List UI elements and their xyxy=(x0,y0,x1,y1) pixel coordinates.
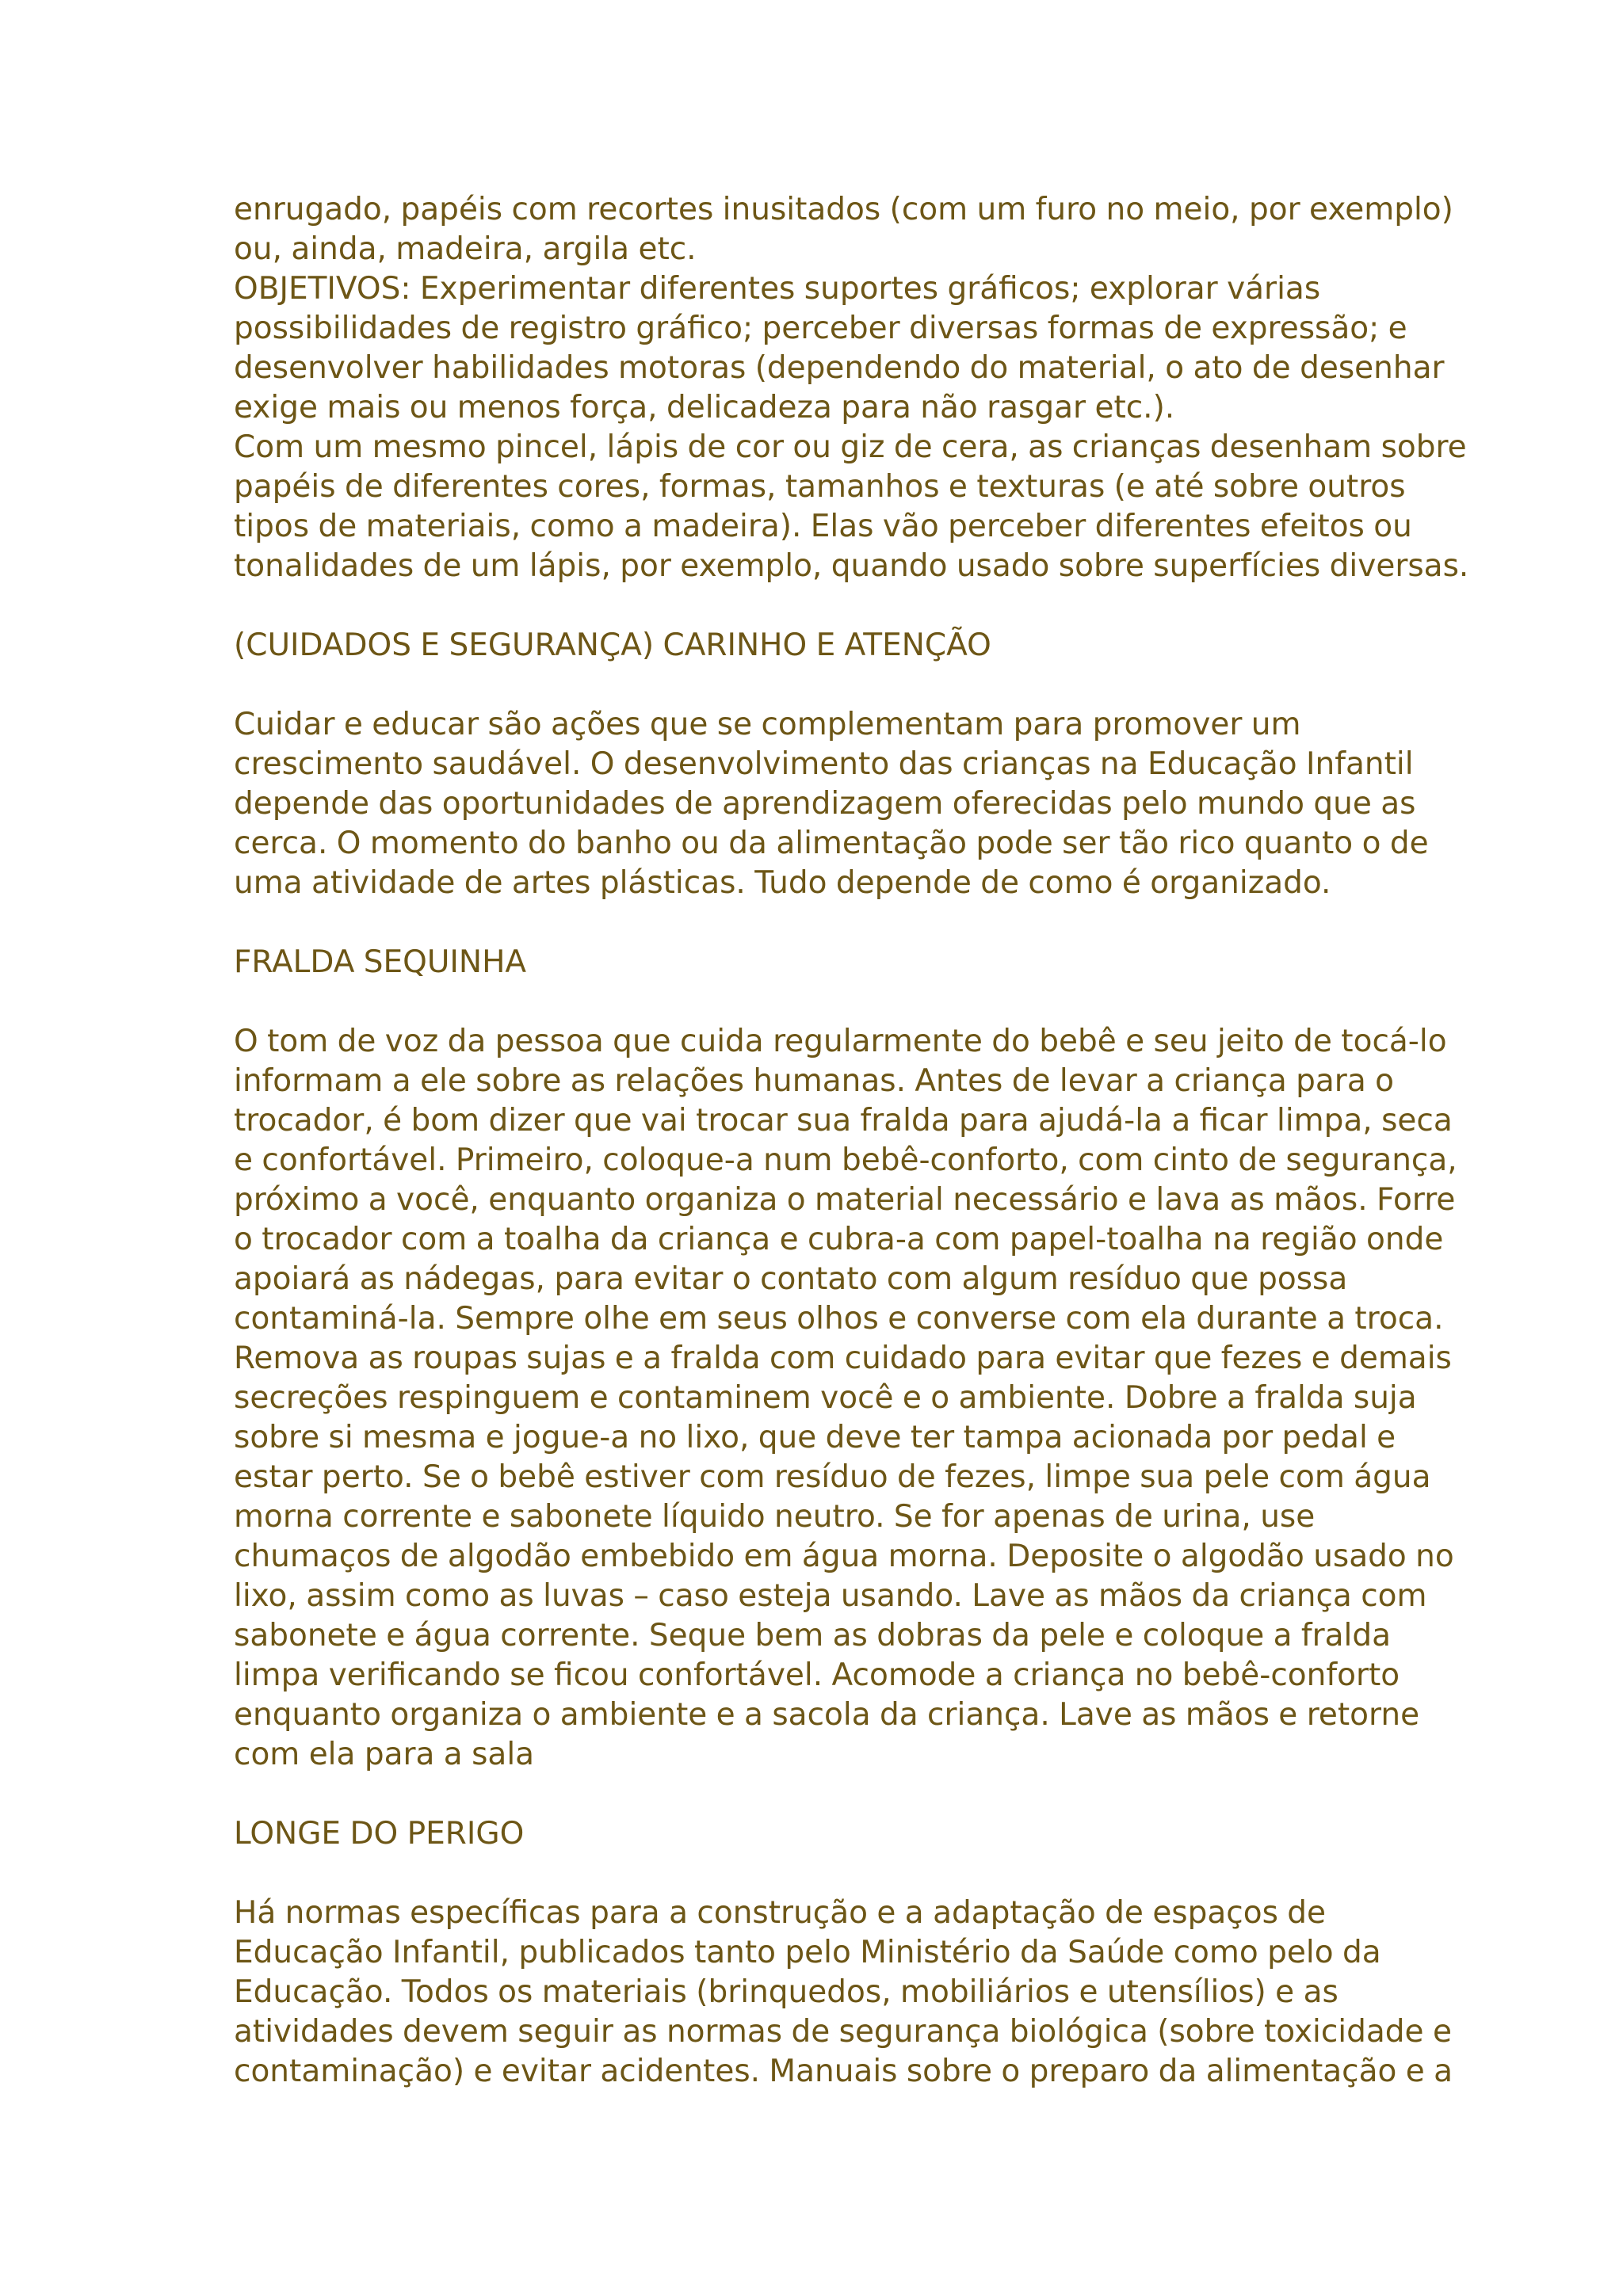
text-line: o trocador com a toalha da criança e cubra-a com papel-toalha na região onde xyxy=(234,1222,1444,1257)
paragraph-gap xyxy=(234,586,1407,626)
paragraph-gap xyxy=(234,1775,1407,1814)
text-line: Há normas específicas para a construção e a adaptação de espaços de xyxy=(234,1895,1327,1931)
text-line: OBJETIVOS: Experimentar diferentes suportes gráficos; explorar várias xyxy=(234,271,1321,307)
text-line: morna corrente e sabonete líquido neutro. Se for apenas de urina, use xyxy=(234,1499,1316,1535)
text-line: com ela para a sala xyxy=(234,1737,535,1772)
text-line: enquanto organiza o ambiente e a sacola da criança. Lave as mãos e retorne xyxy=(234,1697,1420,1733)
text-line: informam a ele sobre as relações humanas. Antes de levar a criança para o xyxy=(234,1063,1394,1099)
text-line: atividades devem seguir as normas de segurança biológica (sobre toxicidade e xyxy=(234,2014,1452,2050)
text-line: tipos de materiais, como a madeira). Elas vão perceber diferentes efeitos ou xyxy=(234,509,1412,544)
text-line: enrugado, papéis com recortes inusitados (com um furo no meio, por exemplo) xyxy=(234,192,1453,227)
text-line: uma atividade de artes plásticas. Tudo depende de como é organizado. xyxy=(234,865,1331,901)
section-heading-fralda: FRALDA SEQUINHA xyxy=(234,944,527,980)
text-line: limpa verificando se ficou confortável. Acomode a criança no bebê-conforto xyxy=(234,1657,1400,1693)
text-line: possibilidades de registro gráfico; perceber diversas formas de expressão; e xyxy=(234,311,1407,346)
text-line: lixo, assim como as luvas – caso esteja usando. Lave as mãos da criança com xyxy=(234,1578,1427,1614)
text-line: crescimento saudável. O desenvolvimento das crianças na Educação Infantil xyxy=(234,746,1414,782)
text-line: sobre si mesma e jogue-a no lixo, que deve ter tampa acionada por pedal e xyxy=(234,1420,1396,1455)
text-line: chumaços de algodão embebido em água morna. Deposite o algodão usado no xyxy=(234,1539,1454,1574)
text-line: ou, ainda, madeira, argila etc. xyxy=(234,231,697,267)
text-line: depende das oportunidades de aprendizagem oferecidas pelo mundo que as xyxy=(234,786,1416,822)
intro-paragraph xyxy=(234,190,1469,586)
paragraph-gap xyxy=(234,1854,1407,1894)
text-line: papéis de diferentes cores, formas, tamanhos e texturas (e até sobre outros xyxy=(234,469,1406,505)
text-line: contaminá-la. Sempre olhe em seus olhos e converse com ela durante a troca. xyxy=(234,1301,1444,1337)
text-line: sabonete e água corrente. Seque bem as dobras da pele e coloque a fralda xyxy=(234,1618,1392,1653)
text-line: exige mais ou menos força, delicadeza para não rasgar etc.). xyxy=(234,390,1175,425)
fralda-paragraph xyxy=(234,1022,1457,1775)
paragraph-gap xyxy=(234,903,1407,943)
paragraph-gap xyxy=(234,982,1407,1022)
text-line: O tom de voz da pessoa que cuida regularmente do bebê e seu jeito de tocá-lo xyxy=(234,1024,1447,1059)
text-line: desenvolver habilidades motoras (dependendo do material, o ato de desenhar xyxy=(234,350,1445,386)
section-heading-cuidados: (CUIDADOS E SEGURANÇA) CARINHO E ATENÇÃO xyxy=(234,627,991,663)
text-line: Com um mesmo pincel, lápis de cor ou giz de cera, as crianças desenham sobre xyxy=(234,429,1467,465)
perigo-paragraph xyxy=(234,1894,1453,2092)
text-line: Educação Infantil, publicados tanto pelo Ministério da Saúde como pelo da xyxy=(234,1935,1381,1970)
text-line: trocador, é bom dizer que vai trocar sua fralda para ajudá-la a ficar limpa, seca xyxy=(234,1103,1453,1138)
text-line: contaminação) e evitar acidentes. Manuais sobre o preparo da alimentação e a xyxy=(234,2054,1453,2089)
text-line: Cuidar e educar são ações que se complementam para promover um xyxy=(234,707,1301,742)
document-page xyxy=(234,190,1469,2092)
text-line: secreções respinguem e contaminem você e o ambiente. Dobre a fralda suja xyxy=(234,1380,1417,1416)
text-line: cerca. O momento do banho ou da alimentação pode ser tão rico quanto o de xyxy=(234,826,1429,861)
paragraph-gap xyxy=(234,666,1407,705)
text-line: tonalidades de um lápis, por exemplo, quando usado sobre superfícies diversas. xyxy=(234,548,1469,584)
text-line: próximo a você, enquanto organiza o material necessário e lava as mãos. Forre xyxy=(234,1182,1456,1218)
section-heading-perigo: LONGE DO PERIGO xyxy=(234,1816,525,1852)
text-line: e confortável. Primeiro, coloque-a num bebê-conforto, com cinto de segurança, xyxy=(234,1142,1457,1178)
text-line: Remova as roupas sujas e a fralda com cuidado para evitar que fezes e demais xyxy=(234,1341,1452,1376)
cuidados-paragraph xyxy=(234,705,1429,903)
text-line: Educação. Todos os materiais (brinquedos, mobiliários e utensílios) e as xyxy=(234,1974,1338,2010)
text-line: apoiará as nádegas, para evitar o contato com algum resíduo que possa xyxy=(234,1261,1348,1297)
text-line: estar perto. Se o bebê estiver com resíduo de fezes, limpe sua pele com água xyxy=(234,1459,1431,1495)
